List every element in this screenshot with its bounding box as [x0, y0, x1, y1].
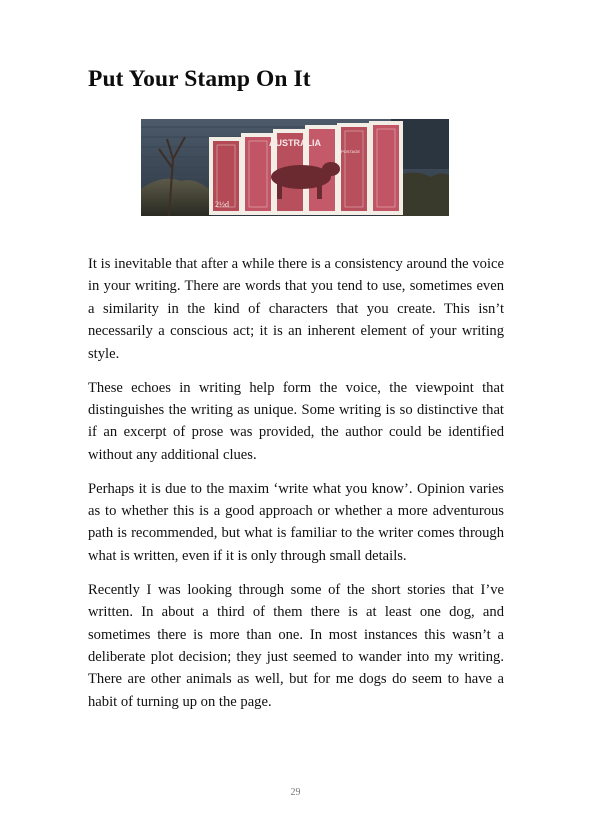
paragraph: Recently I was looking through some of the short stories that I’ve written. In about a third of them there is at least one dog, and sometimes there is more than one. In most instances this wasn’t a deliberate plot decision; they just seemed to wander into my writing. There are other animals as well, but for me dogs do seem to have a habit of turning up on the page. [88, 581, 504, 710]
article-body [88, 253, 504, 725]
stamp-country-text: AUSTRALIA [269, 138, 321, 148]
paragraph: These echoes in writing help form the voice, the viewpoint that distinguishes the writing as unique. Some writing is so distinctive that if an excerpt of prose was provided, the author could be identified without any additional clues. [88, 379, 504, 463]
stamp-denomination-text: 2½d [215, 200, 229, 209]
page-number: 29 [290, 787, 301, 798]
page-title: Put Your Stamp On It [88, 66, 311, 92]
stamp-photo [141, 119, 449, 216]
paragraph: Perhaps it is due to the maxim ‘write what you know’. Opinion varies as to whether this is a good approach or whether a more adventurous path is recommended, but what is familiar to the writer comes through what is written, even if it is only through small details. [88, 480, 504, 564]
paragraph: It is inevitable that after a while there is a consistency around the voice in your writing. There are words that you tend to use, sometimes even a similarity in the kind of characters that you create. This isn’t necessarily a conscious act; it is an inherent element of your writing style. [88, 256, 504, 362]
stamp-postage-text: POSTAGE [341, 149, 361, 154]
